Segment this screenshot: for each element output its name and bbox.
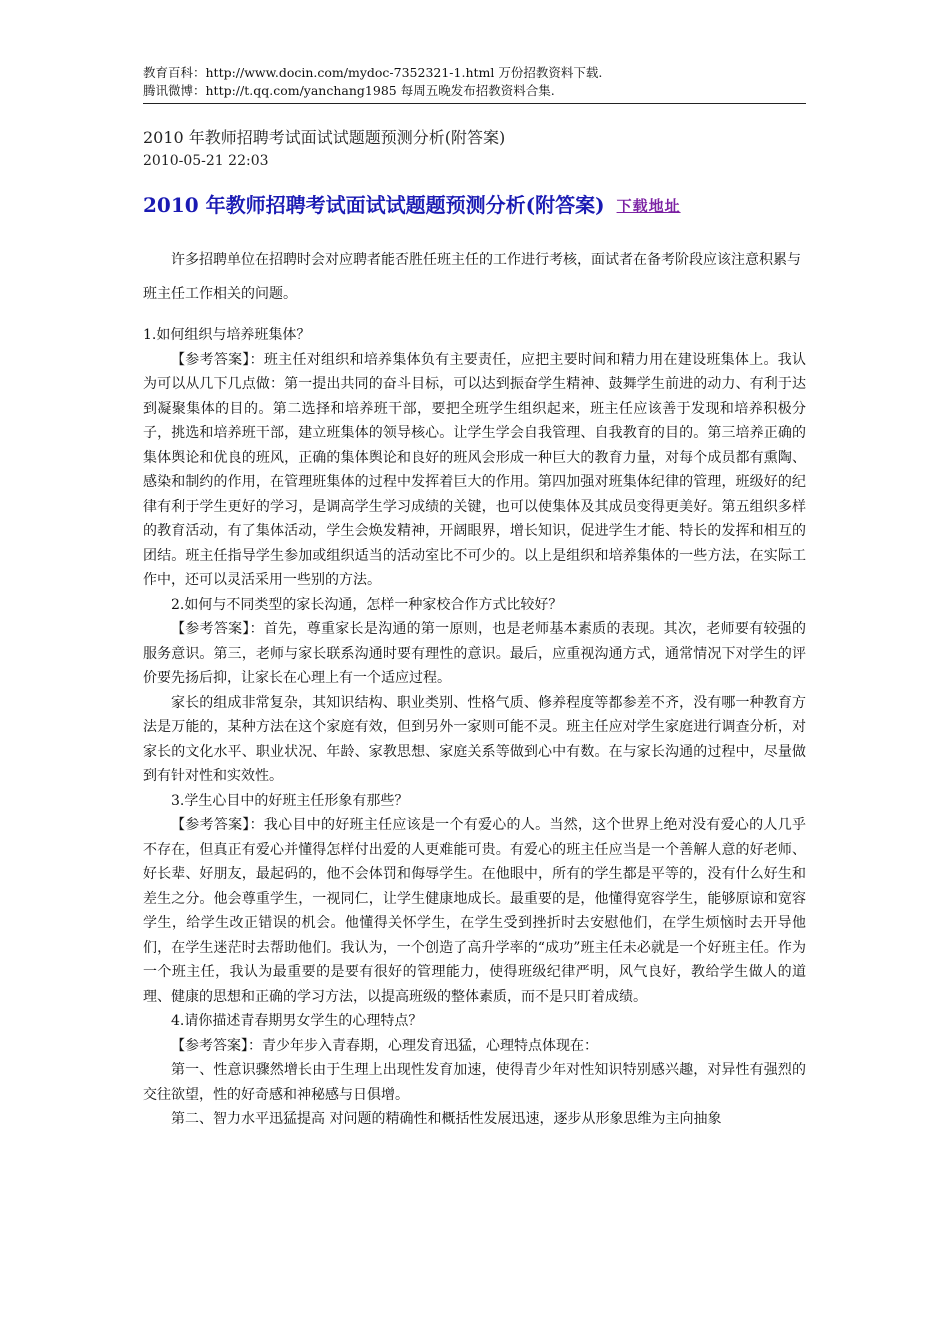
document-date: 2010-05-21 22:03 [143,153,269,169]
answer-2-continued: 家长的组成非常复杂，其知识结构、职业类别、性格气质、修养程度等都参差不齐，没有哪一种教育方法是万能的，某种方法在这个家庭有效，但到另外一家则可能不灵。班主任应对学生家庭进行调查分析，对家长的文化水平、职业状况、年龄、家教思想、家庭关系等做到心中有数。在与家长沟通的过程中，尽量做到有针对性和实效性。 [143,694,806,784]
body-text [143,323,806,1132]
question-2: 2.如何与不同类型的家长沟通，怎样一种家校合作方式比较好？ [171,596,563,613]
answer-2: 【参考答案】：首先，尊重家长是沟通的第一原则，也是老师基本素质的表现。其次，老师要有较强的服务意识。第三，老师与家长联系沟通时要有理性的意识。最后，应重视沟通方式，通常情况下对学生的评价要先扬后抑，让家长在心理上有一个适应过程。 [143,621,806,686]
question-3: 3.学生心目中的好班主任形象有那些？ [171,792,409,809]
document-title: 2010 年教师招聘考试面试试题题预测分析(附答案) [143,128,506,147]
main-heading-text: 2010 年教师招聘考试面试试题题预测分析(附答案) [143,193,605,217]
download-link[interactable]: 下载地址 [616,197,681,215]
question-1: 1.如何组织与培养班集体？ [143,327,311,343]
intro-paragraph: 许多招聘单位在招聘时会对应聘者能否胜任班主任的工作进行考核，面试者在备考阶段应该注意积累与班主任工作相关的问题。 [143,252,801,302]
answer-4-point-1: 第一、性意识骤然增长由于生理上出现性发育加速，使得青少年对性知识特别感兴趣，对异性有强烈的交往欲望，性的好奇感和神秘感与日俱增。 [143,1062,806,1103]
header-line-weibo: 腾讯微博：http://t.qq.com/yanchang1985 每周五晚发布招教资料合集. [143,83,555,98]
document-page [143,64,806,1132]
answer-4: 【参考答案】：青少年步入青春期，心理发育迅猛，心理特点体现在： [171,1037,598,1054]
page-header [143,64,806,104]
main-heading [143,190,806,221]
question-4: 4.请你描述青春期男女学生的心理特点？ [171,1013,423,1029]
header-line-docin: 教育百科：http://www.docin.com/mydoc-7352321-1.html 万份招教资料下载. [143,65,603,80]
answer-1: 【参考答案】：班主任对组织和培养集体负有主要责任，应把主要时间和精力用在建设班集体上。我认为可以从几下几点做：第一提出共同的奋斗目标，可以达到振奋学生精神、鼓舞学生前进的动力、有利于达到凝聚集体的目的。第二选择和培养班干部，要把全班学生组织起来，班主任应该善于发现和培养积极分子，挑选和培养班干部，建立班集体的领导核心。让学生学会自我管理、自我教育的目的。第三培养正确的集体舆论和优良的班风，正确的集体舆论和良好的班风会形成一种巨大的教育力量，对每个成员都有熏陶、感染和制约的作用，在管理班集体的过程中发挥着巨大的作用。第四加强对班集体纪律的管理，班级好的纪律有利于学生更好的学习，是调高学生学习成绩的关键，也可以使集体及其成员变得更美好。第五组织多样的教育活动，有了集体活动，学生会焕发精神，开阔眼界，增长知识，促进学生才能、特长的发挥和相互的团结。班主任指导学生参加或组织适当的活动室比不可少的。以上是组织和培养集体的一些方法，在实际工作中，还可以灵活采用一些别的方法。 [143,351,806,588]
answer-3: 【参考答案】：我心目中的好班主任应该是一个有爱心的人。当然，这个世界上绝对没有爱心的人几乎不存在，但真正有爱心并懂得怎样付出爱的人更难能可贵。有爱心的班主任应当是一个善解人意的好老师、好长辈、好朋友，最起码的，他不会体罚和侮辱学生。在他眼中，所有的学生都是平等的，没有什么好生和差生之分。他会尊重学生，一视同仁，让学生健康地成长。最重要的是，他懂得宽容学生，能够原谅和宽容学生，给学生改正错误的机会。他懂得关怀学生，在学生受到挫折时去安慰他们，在学生烦恼时去开导他们，在学生迷茫时去帮助他们。我认为，一个创造了高升学率的“成功”班主任未必就是一个好班主任。作为一个班主任，我认为最重要的是要有很好的管理能力，使得班级纪律严明，风气良好，教给学生做人的道理、健康的思想和正确的学习方法，以提高班级的整体素质，而不是只盯着成绩。 [143,817,806,1005]
answer-4-point-2: 第二、智力水平迅猛提高 对问题的精确性和概括性发展迅速，逐步从形象思维为主向抽象 [171,1111,722,1127]
